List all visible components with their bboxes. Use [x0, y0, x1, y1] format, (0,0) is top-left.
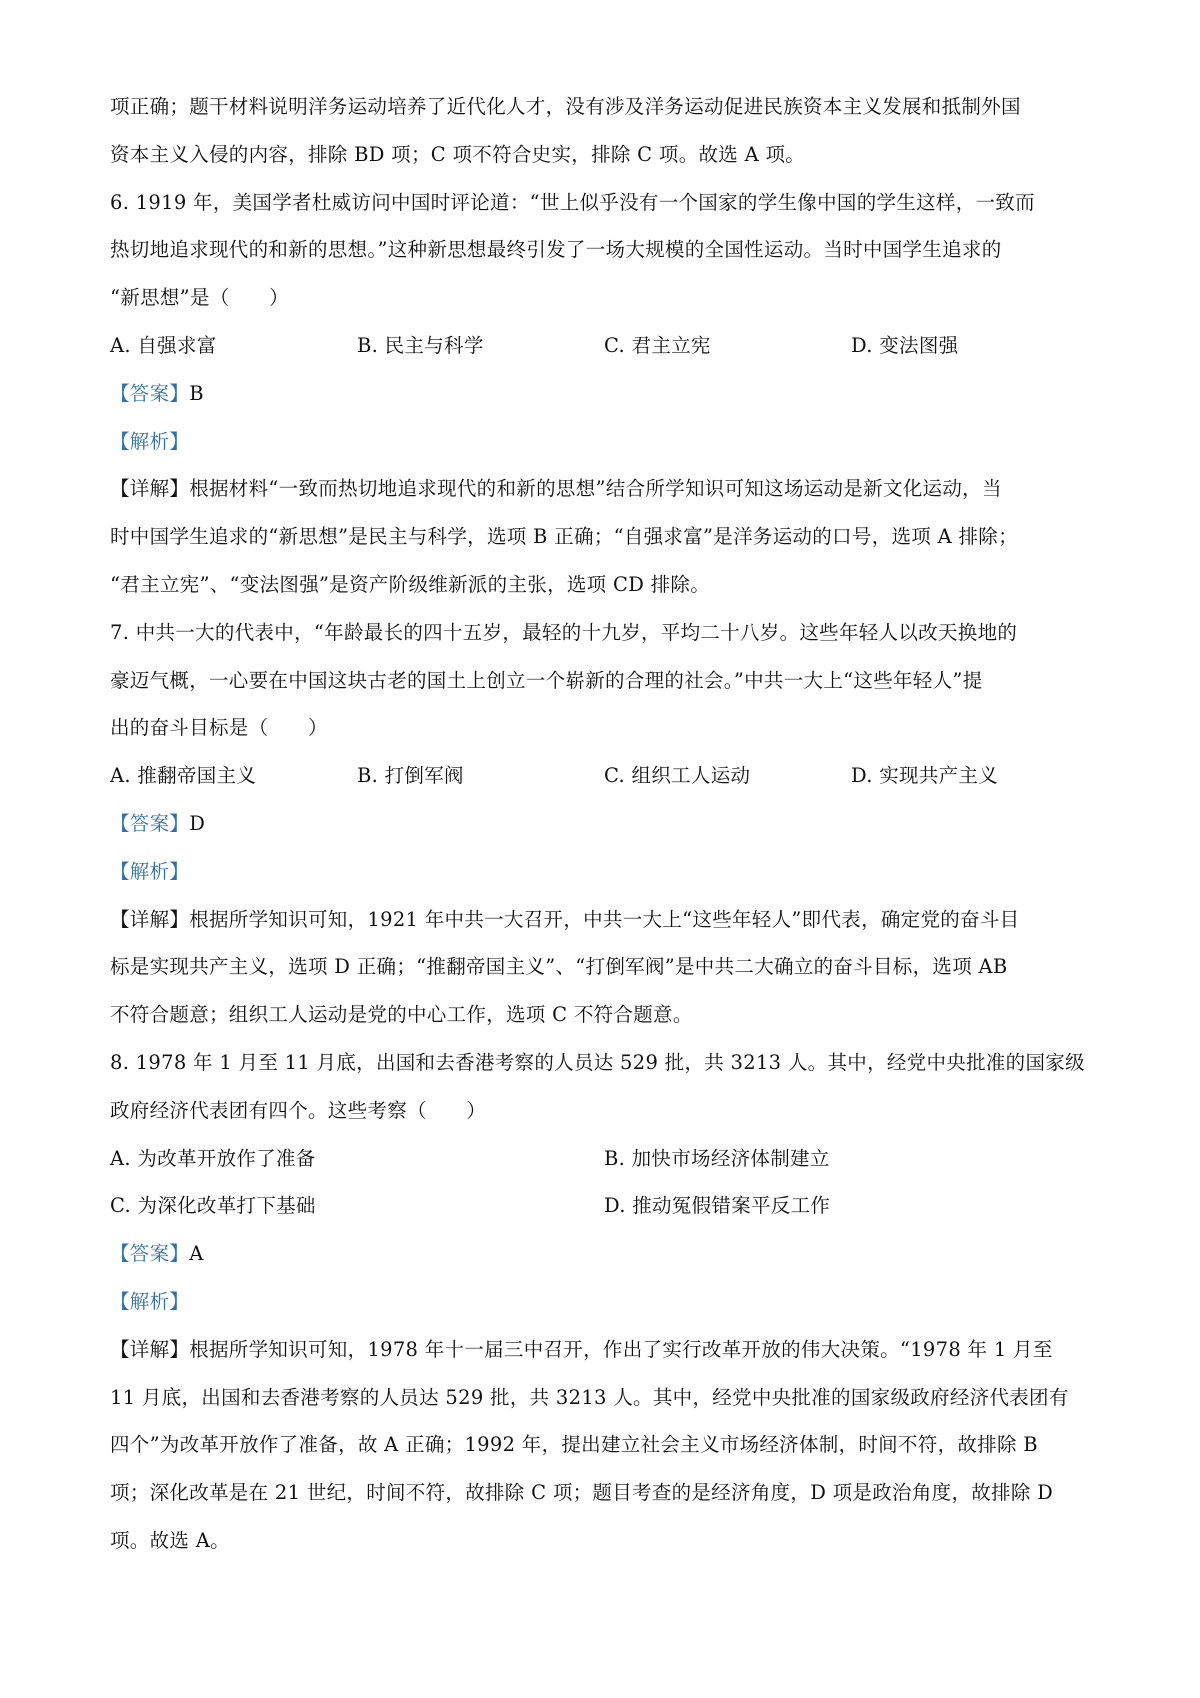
answer-value: B — [189, 381, 204, 405]
question-7-stem: 豪迈气概，一心要在中国这块古老的国土上创立一个崭新的合理的社会。”中共一大上“这些年轻人”提 — [110, 668, 983, 692]
option-c: C. 组织工人运动 — [604, 764, 751, 788]
question-8-detail: 项。故选 A。 — [110, 1528, 230, 1552]
option-d: D. 变法图强 — [851, 333, 959, 357]
question-8-stem: 政府经济代表团有四个。这些考察（ ） — [110, 1098, 487, 1122]
answer-tag: 【答案】 — [110, 811, 190, 835]
question-6-detail — [110, 474, 1100, 522]
answer-value: D — [189, 811, 206, 835]
option-d: D. 推动冤假错案平反工作 — [604, 1194, 831, 1218]
question-7-detail: 标是实现共产主义，选项 D 正确；“推翻帝国主义”、“打倒军阀”是中共二大确立的奋斗目标，选项 AB — [110, 955, 1008, 979]
question-7-answer — [110, 809, 1100, 857]
answer-tag: 【答案】 — [110, 1242, 190, 1266]
text-line: 资本主义入侵的内容，排除 BD 项；C 项不符合史实，排除 C 项。故选 A 项。 — [110, 142, 806, 166]
question-8-detail: 四个”为改革开放作了准备，故 A 正确；1992 年，提出建立社会主义市场经济体制，时间不符，故排除 B — [110, 1433, 1038, 1457]
question-7-stem: 出的奋斗目标是（ ） — [110, 716, 328, 740]
question-8-answer — [110, 1239, 1100, 1287]
analysis-tag: 【解析】 — [110, 1289, 190, 1313]
option-d: D. 实现共产主义 — [851, 764, 999, 788]
question-8-detail — [110, 1335, 1100, 1383]
text-line: 项正确；题干材料说明洋务运动培养了近代化人才，没有涉及洋务运动促进民族资本主义发展和抵制外国 — [110, 95, 1021, 118]
question-6-detail: 时中国学生追求的“新思想”是民主与科学，选项 B 正确；“自强求富”是洋务运动的口号，选项 A 排除； — [110, 525, 1018, 549]
option-b: B. 打倒军阀 — [357, 764, 464, 788]
question-7-detail — [110, 905, 1100, 953]
question-7-stem: 7. 中共一大的代表中，“年龄最长的四十五岁，最轻的十九岁，平均二十八岁。这些年轻人以改天换地的 — [110, 620, 1018, 644]
analysis-tag: 【解析】 — [110, 429, 190, 453]
option-a: A. 推翻帝国主义 — [110, 764, 257, 788]
detail-tag: 【详解】 — [110, 477, 190, 501]
detail-text: 根据所学知识可知，1921 年中共一大召开，中共一大上“这些年轻人”即代表，确定党的奋斗目 — [189, 907, 1020, 931]
question-6-stem: 6. 1919 年，美国学者杜威访问中国时评论道：“世上似乎没有一个国家的学生像中国的学生这样，一致而 — [110, 190, 1035, 214]
question-8-analysis — [110, 1287, 1100, 1335]
answer-tag: 【答案】 — [110, 381, 190, 405]
question-8-options — [110, 1191, 1100, 1239]
detail-tag: 【详解】 — [110, 907, 190, 931]
detail-text: 根据所学知识可知，1978 年十一届三中召开，作出了实行改革开放的伟大决策。“1978 年 1 月至 — [189, 1337, 1053, 1361]
question-6-detail: “君主立宪”、“变法图强”是资产阶级维新派的主张，选项 CD 排除。 — [110, 572, 711, 596]
question-7-options — [110, 761, 1100, 809]
question-6-analysis — [110, 427, 1100, 475]
detail-text: 根据材料“一致而热切地追求现代的和新的思想”结合所学知识可知这场运动是新文化运动，当 — [189, 477, 1002, 501]
question-8-stem: 8. 1978 年 1 月至 11 月底，出国和去香港考察的人员达 529 批，共 3213 人。其中，经党中央批准的国家级 — [110, 1050, 1085, 1074]
analysis-tag: 【解析】 — [110, 859, 190, 883]
question-6-options — [110, 331, 1100, 379]
option-b: B. 加快市场经济体制建立 — [604, 1146, 830, 1170]
option-a: A. 自强求富 — [110, 333, 217, 357]
option-b: B. 民主与科学 — [357, 333, 484, 357]
question-8-options — [110, 1144, 1100, 1192]
question-6-answer — [110, 379, 1100, 427]
question-8-detail: 项；深化改革是在 21 世纪，时间不符，故排除 C 项；题目考查的是经济角度，D 项是政治角度，故排除 D — [110, 1481, 1054, 1505]
question-7-detail: 不符合题意；组织工人运动是党的中心工作，选项 C 不符合题意。 — [110, 1003, 693, 1027]
question-8-detail: 11 月底，出国和去香港考察的人员达 529 批，共 3213 人。其中，经党中央批准的国家级政府经济代表团有 — [110, 1385, 1069, 1409]
question-6-stem: 热切地追求现代的和新的思想。”这种新思想最终引发了一场大规模的全国性运动。当时中国学生追求的 — [110, 238, 1002, 262]
answer-value: A — [189, 1242, 204, 1266]
option-c: C. 君主立宪 — [604, 333, 711, 357]
question-7-analysis — [110, 857, 1100, 905]
option-c: C. 为深化改革打下基础 — [110, 1194, 316, 1218]
option-a: A. 为改革开放作了准备 — [110, 1146, 316, 1170]
document-page — [110, 92, 1100, 1574]
question-6-stem: “新思想”是（ ） — [110, 286, 289, 310]
detail-tag: 【详解】 — [110, 1337, 190, 1361]
